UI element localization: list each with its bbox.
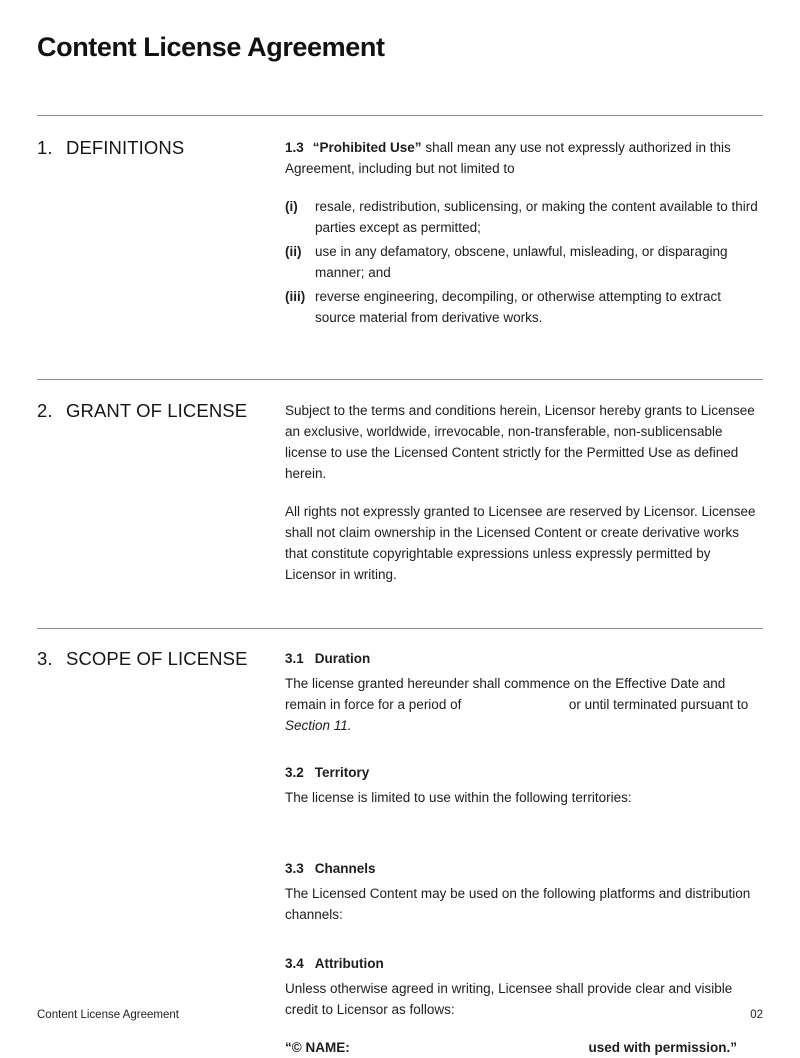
subsection-title: Territory [314,765,370,780]
page-footer [37,1008,763,1022]
section-title: SCOPE OF LICENSE [66,648,248,669]
list-item-label: (ii) [285,244,302,259]
subsection-heading [285,953,763,974]
attribution-format-line [285,1037,737,1058]
section-number: 1. [37,137,53,158]
list-item [285,286,763,328]
attribution-format-suffix: used with permission.” [588,1040,737,1055]
section-number: 3. [37,648,53,669]
subsection-number: 3.2 [285,765,304,780]
grant-paragraph: Subject to the terms and conditions herein, Licensor hereby grants to Licensee an exclusive, worldwide, irrevocable, non-transferable, non-sublicensable license to use the Licensed Content strictly for the Permitted Use as defined herein. [285,403,755,481]
list-item [285,196,763,238]
section-body-grant [285,400,763,585]
duration-text-after-blank: or until terminated pursuant to [568,697,749,712]
subsection-heading [285,648,763,669]
section-heading-definitions [37,137,285,159]
clause-number: 1.3 [285,140,304,155]
prohibited-use-list [285,196,763,328]
fill-in-blank [465,708,565,709]
attribution-text: Unless otherwise agreed in writing, Licensee shall provide clear and visible credit to Licensor as follows: [285,981,733,1017]
grant-paragraph: All rights not expressly granted to Licensee are reserved by Licensor. Licensee shall not claim ownership in the Licensed Content or create derivative works that constitute copyrightable expressions unless expressly permitted by Licensor in writing. [285,504,756,582]
duration-text-before-blank: The license granted hereunder shall commence on the Effective Date and remain in force for a period of [285,676,726,712]
subsection-number: 3.1 [285,651,304,666]
page-title: Content License Agreement [37,32,385,62]
subsection-territory [285,762,763,808]
section-scope-of-license [37,629,763,1058]
section-heading-grant [37,400,285,422]
list-item-text: resale, redistribution, sublicensing, or making the content available to third parties except as permitted; [315,199,758,235]
section-title: DEFINITIONS [66,137,185,158]
clause-text: shall mean any use not expressly authorized in this Agreement, including but not limited to [285,140,731,176]
section-body-definitions [285,137,763,331]
clause-1-3 [285,137,763,179]
subsection-title: Channels [314,861,376,876]
section-number: 2. [37,400,53,421]
subsection-title: Attribution [314,956,384,971]
list-item-text: use in any defamatory, obscene, unlawful, misleading, or disparaging manner; and [315,244,728,280]
subsection-duration [285,648,763,736]
list-item-text: reverse engineering, decompiling, or otherwise attempting to extract source material from derivative works. [315,289,721,325]
subsection-number: 3.3 [285,861,304,876]
list-item [285,241,763,283]
subsection-channels [285,858,763,925]
clause-term: “Prohibited Use” [312,140,422,155]
section-11-reference: Section 11. [285,718,352,733]
section-title: GRANT OF LICENSE [66,400,248,421]
channels-text: The Licensed Content may be used on the following platforms and distribution channels: [285,886,751,922]
footer-document-title: Content License Agreement [37,1009,179,1021]
section-grant-of-license [37,380,763,628]
list-item-label: (iii) [285,289,306,304]
territory-text: The license is limited to use within the following territories: [285,790,632,805]
section-body-scope [285,648,763,1058]
subsection-heading [285,858,763,879]
page-number: 02 [750,1009,763,1021]
duration-text [285,673,763,736]
section-definitions [37,116,763,379]
subsection-title: Duration [314,651,371,666]
attribution-format-prefix: “© NAME: [285,1040,350,1055]
section-heading-scope [37,648,285,670]
subsection-number: 3.4 [285,956,304,971]
subsection-heading [285,762,763,783]
list-item-label: (i) [285,199,298,214]
